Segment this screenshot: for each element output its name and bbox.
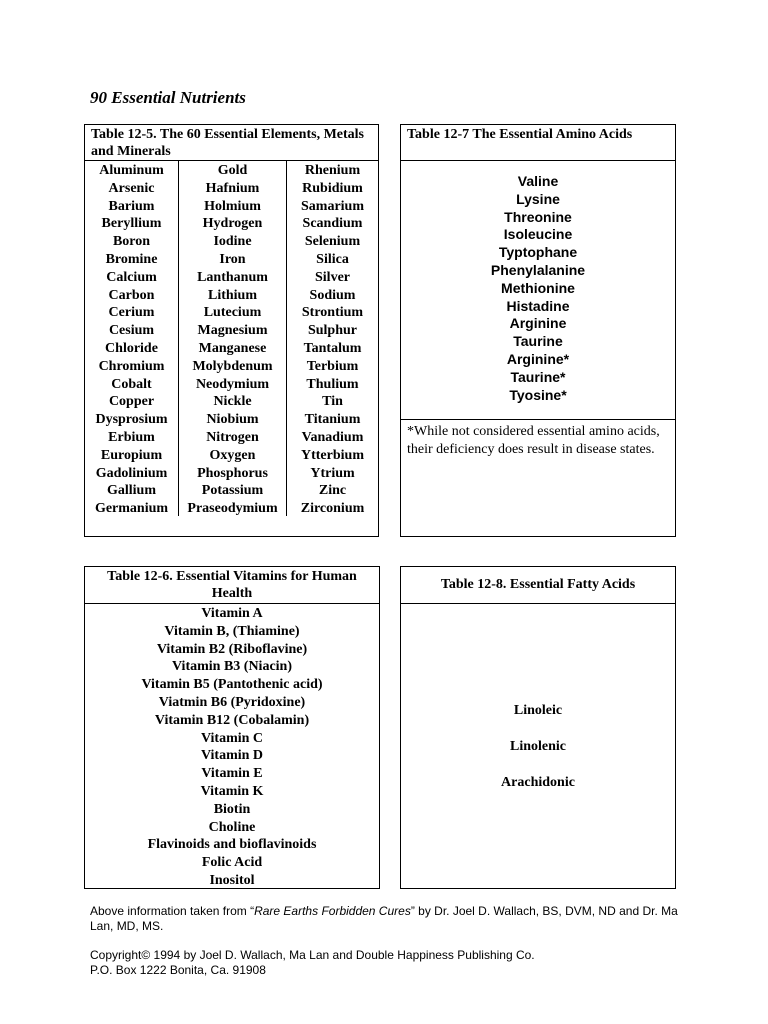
element-item: Carbon bbox=[108, 287, 155, 303]
element-item: Calcium bbox=[106, 269, 157, 285]
amino-acid-item: Lysine bbox=[516, 190, 560, 207]
amino-acid-item: Arginine bbox=[509, 315, 567, 332]
amino-acid-item: Threonine bbox=[504, 208, 572, 225]
element-item: Niobium bbox=[206, 412, 259, 428]
vitamin-item: Inositol bbox=[209, 872, 255, 888]
element-item: Oxygen bbox=[209, 447, 256, 463]
fatty-acid-list bbox=[401, 604, 675, 810]
element-item: Samarium bbox=[301, 198, 364, 214]
element-item: Manganese bbox=[198, 340, 267, 356]
source-citation bbox=[90, 904, 690, 934]
element-item: Rhenium bbox=[304, 163, 361, 178]
amino-acid-item: Phenylalanine bbox=[490, 261, 586, 278]
table-12-6-title: Table 12-6. Essential Vitamins for Human Health bbox=[85, 567, 379, 604]
vitamin-item: Vitamin A bbox=[201, 606, 263, 621]
vitamin-item: Vitamin E bbox=[201, 766, 263, 782]
element-item: Holmium bbox=[204, 198, 261, 214]
element-item: Germanium bbox=[94, 501, 169, 517]
vitamin-item: Viatmin B6 (Pyridoxine) bbox=[158, 694, 306, 710]
element-item: Tantalum bbox=[303, 340, 362, 356]
amino-acid-item: Isoleucine bbox=[503, 226, 573, 243]
vitamin-item: Folic Acid bbox=[201, 855, 263, 871]
element-item: Vanadium bbox=[301, 429, 364, 445]
element-item: Terbium bbox=[306, 358, 359, 374]
page-title: 90 Essential Nutrients bbox=[90, 88, 246, 107]
vitamin-list bbox=[85, 604, 379, 890]
element-item: Sulphur bbox=[307, 323, 358, 339]
vitamin-item: Vitamin C bbox=[200, 730, 264, 746]
element-item: Ytrium bbox=[310, 465, 355, 481]
source-prefix: Above information taken from “ bbox=[90, 904, 255, 918]
element-item: Phosphorus bbox=[197, 465, 268, 481]
fatty-acid-item: Arachidonic bbox=[501, 775, 575, 790]
element-item: Silver bbox=[315, 269, 350, 285]
table-12-8-fatty-acids bbox=[400, 566, 676, 889]
vitamin-item: Vitamin B12 (Cobalamin) bbox=[154, 712, 310, 728]
element-item: Magnesium bbox=[197, 323, 268, 339]
element-item: Arsenic bbox=[108, 180, 155, 196]
amino-acid-list bbox=[401, 161, 675, 420]
element-item: Hydrogen bbox=[202, 216, 263, 232]
element-item: Cobalt bbox=[111, 376, 152, 392]
elements-column-2 bbox=[179, 161, 287, 516]
element-item: Hafnium bbox=[205, 180, 260, 196]
element-item: Boron bbox=[112, 234, 151, 250]
element-item: Strontium bbox=[301, 305, 364, 321]
amino-acid-item: Arginine* bbox=[506, 350, 570, 367]
element-item: Titanium bbox=[304, 412, 361, 428]
element-item: Ytterbium bbox=[301, 447, 364, 463]
element-item: Iron bbox=[219, 251, 246, 267]
amino-acid-item: Taurine bbox=[513, 333, 563, 350]
element-item: Rubidium bbox=[302, 180, 363, 196]
fatty-acid-item: Linoleic bbox=[513, 703, 563, 718]
elements-columns bbox=[85, 161, 378, 516]
element-item: Zirconium bbox=[300, 501, 365, 517]
vitamin-item: Biotin bbox=[213, 801, 251, 817]
source-suffix: ” by Dr. Joel D. Wallach, BS, DVM, ND and Dr. Ma Lan, MD, MS. bbox=[90, 904, 678, 933]
element-item: Chromium bbox=[98, 358, 165, 374]
amino-acid-item: Tyosine* bbox=[509, 386, 567, 403]
element-item: Lutecium bbox=[203, 305, 262, 321]
element-item: Barium bbox=[108, 198, 155, 214]
table-12-5-elements bbox=[84, 124, 379, 537]
element-item: Lithium bbox=[207, 287, 257, 303]
element-item: Potassium bbox=[201, 483, 264, 499]
element-item: Scandium bbox=[302, 216, 363, 232]
table-12-7-amino-acids bbox=[400, 124, 676, 537]
amino-acid-item: Taurine* bbox=[510, 368, 566, 385]
vitamin-item: Flavinoids and bioflavinoids bbox=[147, 837, 317, 853]
element-item: Gold bbox=[217, 163, 248, 178]
element-item: Cesium bbox=[108, 323, 155, 339]
vitamin-item: Vitamin B, (Thiamine) bbox=[164, 623, 300, 639]
element-item: Europium bbox=[100, 447, 163, 463]
amino-acid-item: Methionine bbox=[501, 279, 575, 296]
element-item: Lanthanum bbox=[197, 269, 268, 285]
vitamin-item: Vitamin B3 (Niacin) bbox=[171, 659, 293, 675]
element-item: Erbium bbox=[108, 429, 155, 445]
element-item: Aluminum bbox=[99, 163, 164, 178]
element-item: Iodine bbox=[213, 234, 252, 250]
copyright-line: Copyright© 1994 by Joel D. Wallach, Ma Lan and Double Happiness Publishing Co. bbox=[90, 948, 535, 962]
element-item: Molybdenum bbox=[192, 358, 273, 374]
amino-acid-item: Histadine bbox=[506, 297, 570, 314]
element-item: Cerium bbox=[108, 305, 155, 321]
vitamin-item: Vitamin D bbox=[200, 748, 264, 764]
source-book-title: Rare Earths Forbidden Cures bbox=[254, 904, 411, 918]
element-item: Nickle bbox=[213, 394, 252, 410]
vitamin-item: Vitamin B2 (Riboflavine) bbox=[156, 641, 308, 657]
table-12-5-title: Table 12-5. The 60 Essential Elements, Metals and Minerals bbox=[85, 125, 378, 161]
element-item: Copper bbox=[108, 394, 155, 410]
element-item: Praseodymium bbox=[187, 501, 278, 517]
elements-column-1 bbox=[85, 161, 179, 516]
address-line: P.O. Box 1222 Bonita, Ca. 91908 bbox=[90, 963, 266, 977]
element-item: Sodium bbox=[309, 287, 356, 303]
element-item: Neodymium bbox=[195, 376, 270, 392]
amino-acid-item: Typtophane bbox=[498, 244, 578, 261]
element-item: Gallium bbox=[106, 483, 156, 499]
fatty-acid-item: Linolenic bbox=[509, 739, 566, 754]
element-item: Dysprosium bbox=[95, 412, 168, 428]
vitamin-item: Vitamin B5 (Pantothenic acid) bbox=[141, 677, 323, 693]
amino-acid-note: *While not considered essential amino acids, their deficiency does result in disease states. bbox=[407, 424, 660, 457]
element-item: Beryllium bbox=[101, 216, 162, 232]
table-12-6-vitamins bbox=[84, 566, 380, 889]
element-item: Silica bbox=[316, 251, 349, 267]
copyright-block bbox=[90, 948, 690, 978]
table-12-8-title: Table 12-8. Essential Fatty Acids bbox=[401, 567, 675, 604]
elements-column-3 bbox=[287, 161, 378, 516]
element-item: Zinc bbox=[318, 483, 347, 499]
element-item: Bromine bbox=[105, 251, 158, 267]
vitamin-item: Vitamin K bbox=[200, 783, 264, 799]
element-item: Nitrogen bbox=[206, 429, 259, 445]
vitamin-item: Choline bbox=[208, 819, 256, 835]
element-item: Selenium bbox=[304, 234, 361, 250]
table-12-7-title: Table 12-7 The Essential Amino Acids bbox=[401, 125, 675, 161]
element-item: Chloride bbox=[105, 340, 158, 356]
amino-acid-item: Valine bbox=[517, 173, 559, 189]
element-item: Gadolinium bbox=[95, 465, 168, 481]
element-item: Tin bbox=[322, 394, 343, 410]
element-item: Thulium bbox=[306, 376, 359, 392]
